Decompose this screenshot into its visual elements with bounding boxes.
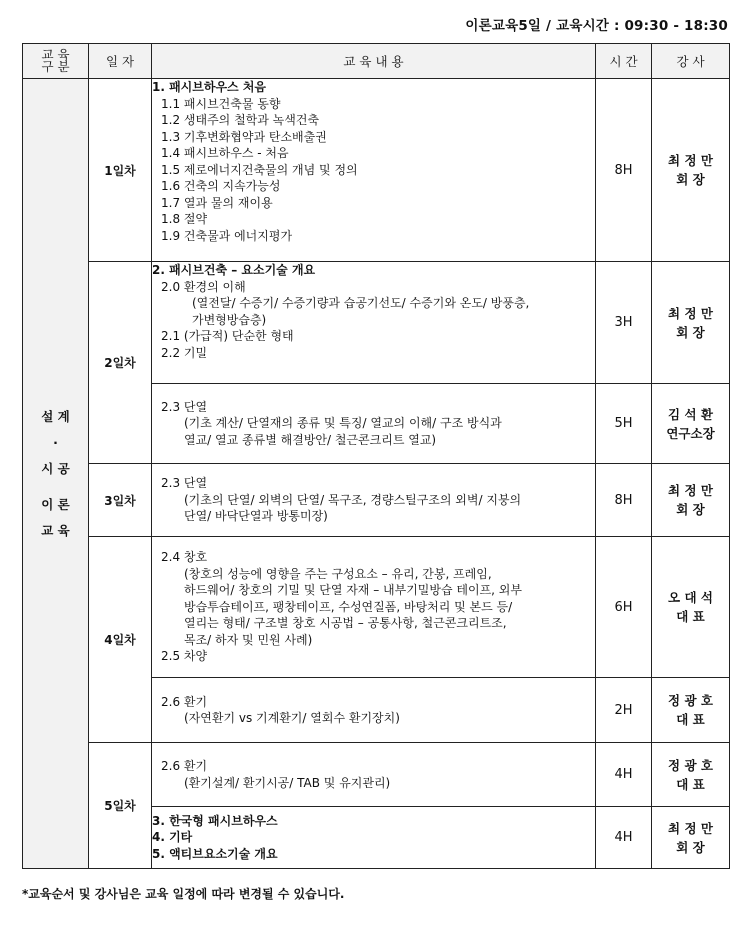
list-item: 1.6 건축의 지속가능성 bbox=[161, 179, 281, 193]
hours-cell: 2H bbox=[596, 678, 652, 743]
day-label: 3일차 bbox=[89, 464, 152, 537]
header-content: 교 육 내 용 bbox=[152, 44, 596, 79]
list-item: 2.5 차양 bbox=[161, 649, 208, 664]
item-detail: 열리는 형태/ 구조별 창호 시공법 – 공통사항, 철근콘크리트조, bbox=[184, 616, 507, 631]
hours-cell: 8H bbox=[596, 464, 652, 537]
teacher-cell: 김 석 환 연구소장 bbox=[652, 384, 730, 464]
table-row-day5a bbox=[23, 743, 730, 807]
teacher-cell: 최 정 만 회 장 bbox=[652, 464, 730, 537]
header-day: 일 자 bbox=[89, 44, 152, 79]
table-row-day3 bbox=[23, 464, 730, 537]
header-hours: 시 간 bbox=[596, 44, 652, 79]
item-detail: 하드웨어/ 창호의 기밀 및 단열 자재 – 내부기밀방습 테이프, 외부 bbox=[184, 583, 522, 598]
item-detail: (열전달/ 수증기/ 수증기량과 습공기선도/ 수증기와 온도/ 방풍층, bbox=[192, 296, 530, 310]
teacher-cell: 정 광 호 대 표 bbox=[652, 743, 730, 807]
list-item: 2.3 단열 bbox=[161, 476, 208, 491]
list-item: 2.6 환기 bbox=[161, 759, 208, 773]
content-cell bbox=[152, 79, 596, 262]
section-title: 4. 기타 bbox=[152, 830, 193, 845]
content-cell bbox=[152, 743, 596, 807]
list-item: 2.4 창호 bbox=[161, 550, 208, 565]
list-item: 1.3 기후변화협약과 탄소배출권 bbox=[161, 129, 327, 144]
table-row-day1 bbox=[23, 79, 730, 262]
item-detail: (환기설계/ 환기시공/ TAB 및 유지관리) bbox=[184, 775, 391, 790]
content-cell bbox=[152, 678, 596, 743]
teacher-cell: 최 정 만 회 장 bbox=[652, 262, 730, 384]
course-info-header: 이론교육5일 / 교육시간 : 09:30 - 18:30 bbox=[465, 18, 728, 34]
day-label: 1일차 bbox=[89, 79, 152, 262]
list-item: 1.9 건축물과 에너지평가 bbox=[161, 228, 293, 243]
section-title: 5. 액티브요소기술 개요 bbox=[152, 846, 278, 861]
content-cell bbox=[152, 262, 596, 384]
content-cell bbox=[152, 807, 596, 869]
hours-cell: 5H bbox=[596, 384, 652, 464]
item-detail: 목조/ 하자 및 민원 사례) bbox=[184, 632, 313, 647]
item-detail: (기초의 단열/ 외벽의 단열/ 목구조, 경량스틸구조의 외벽/ 지붕의 bbox=[184, 492, 522, 507]
list-item: 2.1 (가급적) 단순한 형태 bbox=[161, 329, 294, 343]
list-item: 2.0 환경의 이해 bbox=[161, 279, 246, 294]
item-detail: 방습투습테이프, 팽창테이프, 수성연질폼, 바탕처리 및 본드 등/ bbox=[184, 599, 513, 614]
item-detail: 가변형방습층) bbox=[192, 312, 267, 327]
list-item: 1.5 제로에너지건축물의 개념 및 정의 bbox=[161, 162, 358, 177]
teacher-cell: 오 대 석 대 표 bbox=[652, 537, 730, 678]
list-item: 1.8 절약 bbox=[161, 212, 208, 226]
hours-cell: 8H bbox=[596, 79, 652, 262]
item-detail: (창호의 성능에 영향을 주는 구성요소 – 유리, 간봉, 프레임, bbox=[184, 566, 492, 581]
section-title: 2. 패시브건축 – 요소기술 개요 bbox=[152, 263, 316, 277]
section-title: 1. 패시브하우스 처음 bbox=[152, 80, 267, 94]
footnote: *교육순서 및 강사님은 교육 일정에 따라 변경될 수 있습니다. bbox=[22, 887, 345, 901]
schedule-table bbox=[22, 43, 730, 869]
item-detail: 열교/ 열교 종류별 해결방안/ 철근콘크리트 열교) bbox=[184, 432, 437, 447]
day-label: 4일차 bbox=[89, 537, 152, 743]
content-cell bbox=[152, 384, 596, 464]
content-cell bbox=[152, 537, 596, 678]
list-item: 1.1 패시브건축물 동향 bbox=[161, 96, 281, 111]
list-item: 2.6 환기 bbox=[161, 694, 208, 709]
section-title: 3. 한국형 패시브하우스 bbox=[152, 813, 278, 828]
teacher-cell: 정 광 호 대 표 bbox=[652, 678, 730, 743]
item-detail: 단열/ 바닥단열과 방통미장) bbox=[184, 509, 328, 524]
teacher-cell: 최 정 만 회 장 bbox=[652, 807, 730, 869]
list-item: 1.7 열과 물의 재이용 bbox=[161, 195, 273, 210]
table-row-day2a bbox=[23, 262, 730, 384]
list-item: 2.3 단열 bbox=[161, 399, 208, 414]
list-item: 2.2 기밀 bbox=[161, 345, 208, 360]
day-label: 2일차 bbox=[89, 262, 152, 464]
teacher-cell: 최 정 만 회 장 bbox=[652, 79, 730, 262]
header-category: 교 육 구 분 bbox=[23, 44, 89, 79]
list-item: 1.4 패시브하우스 - 처음 bbox=[161, 146, 289, 160]
hours-cell: 3H bbox=[596, 262, 652, 384]
item-detail: (자연환기 vs 기계환기/ 열회수 환기장치) bbox=[184, 711, 400, 725]
table-header-row bbox=[23, 44, 730, 79]
header-teacher: 강 사 bbox=[652, 44, 730, 79]
day-label: 5일차 bbox=[89, 743, 152, 869]
item-detail: (기초 계산/ 단열재의 종류 및 특징/ 열교의 이해/ 구조 방식과 bbox=[184, 416, 502, 431]
content-cell bbox=[152, 464, 596, 537]
list-item: 1.2 생태주의 철학과 녹색건축 bbox=[161, 113, 320, 127]
hours-cell: 6H bbox=[596, 537, 652, 678]
category-cell: 설 계 · 시 공 이 론 교 육 bbox=[23, 79, 89, 869]
hours-cell: 4H bbox=[596, 743, 652, 807]
table-row-day4a bbox=[23, 537, 730, 678]
hours-cell: 4H bbox=[596, 807, 652, 869]
